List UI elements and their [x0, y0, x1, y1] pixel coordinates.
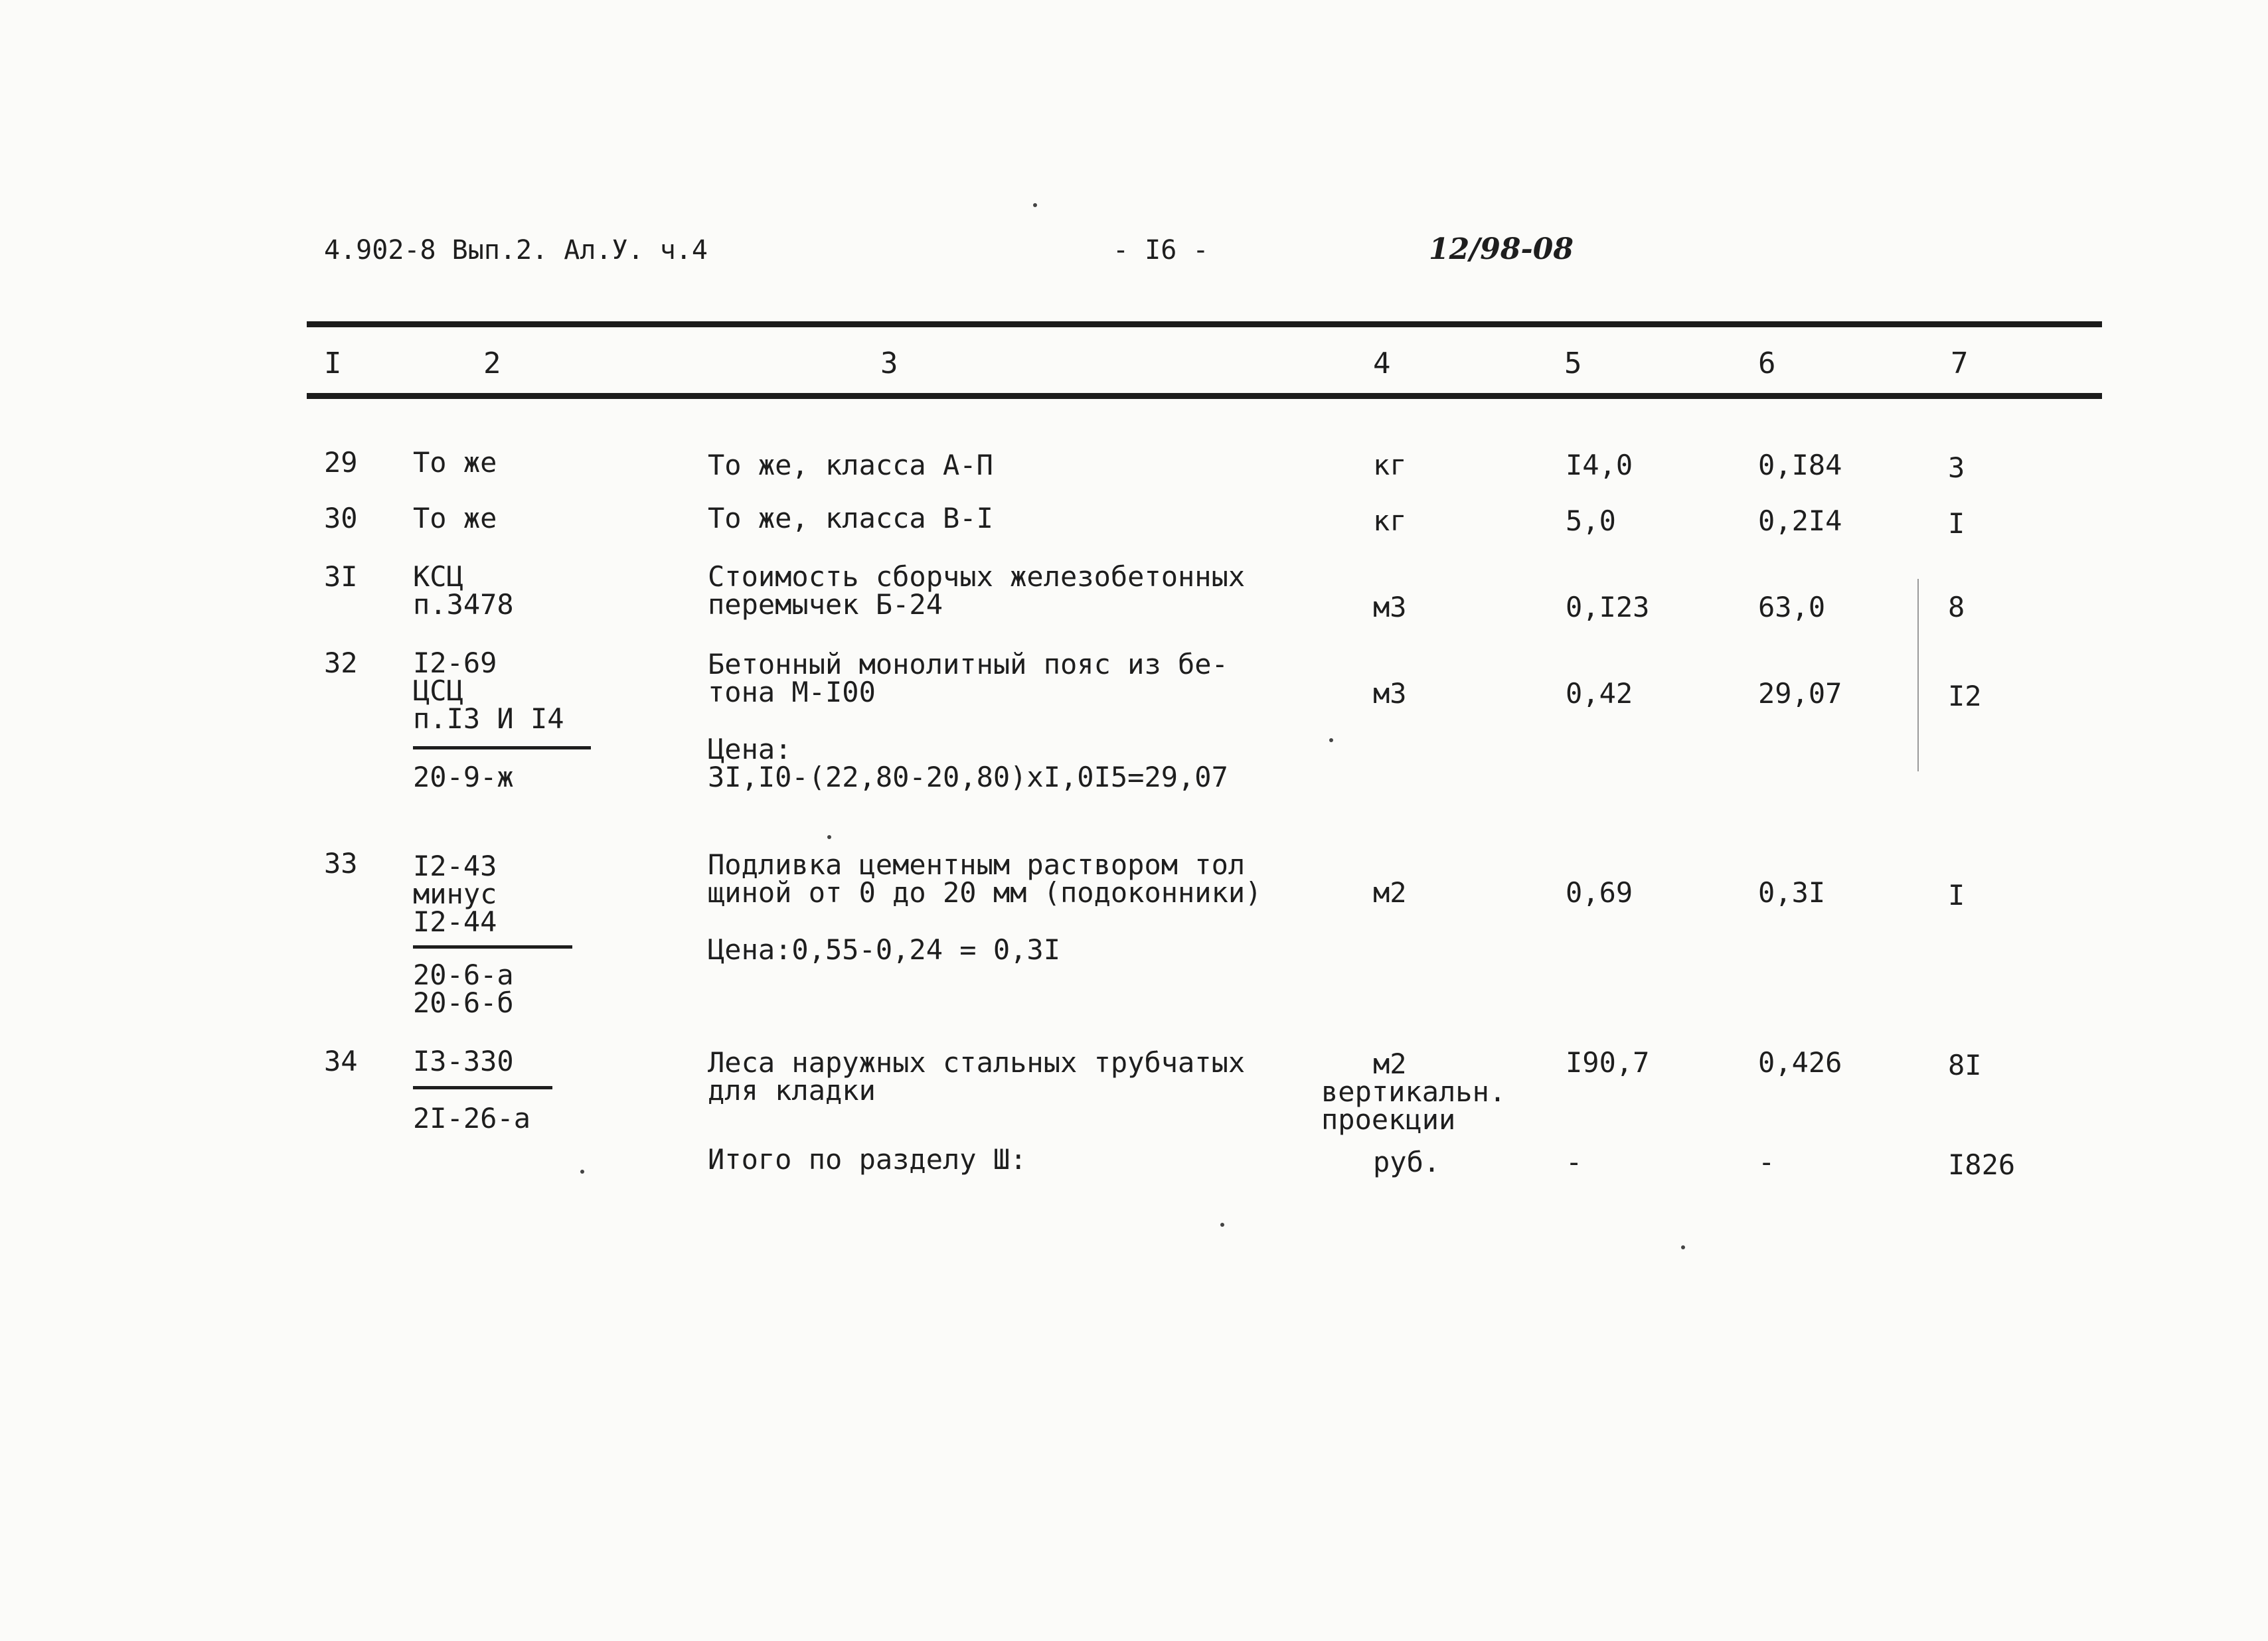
document-code: 4.902-8 Вып.2. Ал.У. ч.4 — [324, 235, 708, 266]
unit-price: 0,3I — [1758, 876, 1826, 909]
unit: кг — [1373, 505, 1407, 537]
norm-reference-secondary: 20-6-б — [413, 986, 514, 1019]
unit-price: 29,07 — [1758, 677, 1842, 710]
reference-divider — [413, 1086, 552, 1089]
total-cost: 8I — [1948, 1049, 1982, 1081]
row-number: 30 — [324, 502, 358, 534]
speck — [827, 835, 831, 839]
norm-reference: I2-69 — [413, 647, 497, 679]
quantity: I4,0 — [1566, 449, 1633, 481]
work-description: перемычек Б-24 — [708, 588, 943, 621]
speck — [580, 1170, 584, 1174]
unit: м3 — [1373, 677, 1407, 710]
col-number-4: 4 — [1373, 347, 1391, 380]
col-number-7: 7 — [1951, 347, 1969, 380]
unit-price: 0,I84 — [1758, 449, 1842, 481]
norm-reference: п.I3 И I4 — [413, 702, 564, 735]
col-number-2: 2 — [483, 347, 501, 380]
speck — [1329, 738, 1333, 742]
page-number: - I6 - — [1113, 235, 1209, 266]
unit-price: 0,426 — [1758, 1046, 1842, 1079]
price-note: Цена: — [708, 733, 792, 765]
work-description: Бетонный монолитный пояс из бе- — [708, 648, 1228, 680]
unit: м2 — [1373, 876, 1407, 909]
total-cost: I — [1948, 879, 1965, 911]
work-description: Стоимость сборчых железобетонных — [708, 560, 1246, 593]
col-number-6: 6 — [1758, 347, 1776, 380]
unit: м2 — [1373, 1048, 1407, 1080]
speck — [1033, 203, 1037, 207]
work-description: тона М-I00 — [708, 676, 876, 708]
norm-reference: То же — [413, 502, 497, 534]
work-description: щиной от 0 до 20 мм (подоконники) — [708, 876, 1262, 909]
work-description: Леса наружных стальных трубчатых — [708, 1046, 1246, 1079]
quantity: 0,69 — [1566, 876, 1633, 909]
work-description: То же, класса А-П — [708, 449, 993, 481]
quantity: I90,7 — [1566, 1046, 1650, 1079]
table-header-rule — [307, 393, 2102, 399]
work-description: Подливка цементным раствором тол — [708, 848, 1246, 881]
norm-reference-secondary: 20-9-ж — [413, 761, 514, 793]
unit: проекции — [1321, 1103, 1456, 1136]
col-number-5: 5 — [1564, 347, 1582, 380]
speck — [1681, 1245, 1685, 1249]
column-divider — [1917, 579, 1919, 771]
total-quantity: - — [1566, 1146, 1583, 1178]
table-top-rule — [307, 321, 2102, 327]
total-cost: 3 — [1948, 451, 1965, 484]
norm-reference: I2-43 — [413, 850, 497, 882]
row-number: 34 — [324, 1045, 358, 1077]
norm-reference: КСЦ — [413, 560, 463, 593]
norm-reference: То же — [413, 446, 497, 479]
row-number: 33 — [324, 847, 358, 880]
total-unit: руб. — [1373, 1146, 1441, 1178]
norm-reference: п.3478 — [413, 588, 514, 621]
handwritten-stamp: 12/98-08 — [1429, 232, 1574, 266]
reference-divider — [413, 746, 591, 749]
norm-reference: I2-44 — [413, 905, 497, 938]
unit-price: 0,2I4 — [1758, 505, 1842, 537]
total-cost: 8 — [1948, 591, 1965, 623]
row-number: 29 — [324, 446, 358, 479]
total-cost: I826 — [1948, 1148, 2016, 1181]
work-description: для кладки — [708, 1074, 876, 1107]
row-number: 32 — [324, 647, 358, 679]
quantity: 0,I23 — [1566, 591, 1650, 623]
reference-divider — [413, 945, 572, 949]
norm-reference: ЦСЦ — [413, 674, 463, 707]
norm-reference: минус — [413, 878, 497, 910]
unit-price: 63,0 — [1758, 591, 1826, 623]
speck — [1220, 1223, 1224, 1227]
total-unit-price: - — [1758, 1146, 1775, 1178]
unit: м3 — [1373, 591, 1407, 623]
col-number-3: 3 — [880, 347, 898, 380]
norm-reference: I3-330 — [413, 1045, 514, 1077]
norm-reference-secondary: 20-6-а — [413, 959, 514, 991]
total-label: Итого по разделу Ш: — [708, 1143, 1027, 1176]
total-cost: I2 — [1948, 680, 1982, 712]
quantity: 0,42 — [1566, 677, 1633, 710]
unit: вертикальн. — [1321, 1075, 1506, 1108]
work-description: То же, класса В-I — [708, 502, 993, 534]
unit: кг — [1373, 449, 1407, 481]
row-number: 3I — [324, 560, 358, 593]
price-note: Цена:0,55-0,24 = 0,3I — [708, 933, 1061, 966]
total-cost: I — [1948, 507, 1965, 540]
price-note: 3I,I0-(22,80-20,80)хI,0I5=29,07 — [708, 761, 1228, 793]
quantity: 5,0 — [1566, 505, 1616, 537]
norm-reference-secondary: 2I-26-а — [413, 1102, 531, 1134]
col-number-1: I — [324, 347, 342, 380]
